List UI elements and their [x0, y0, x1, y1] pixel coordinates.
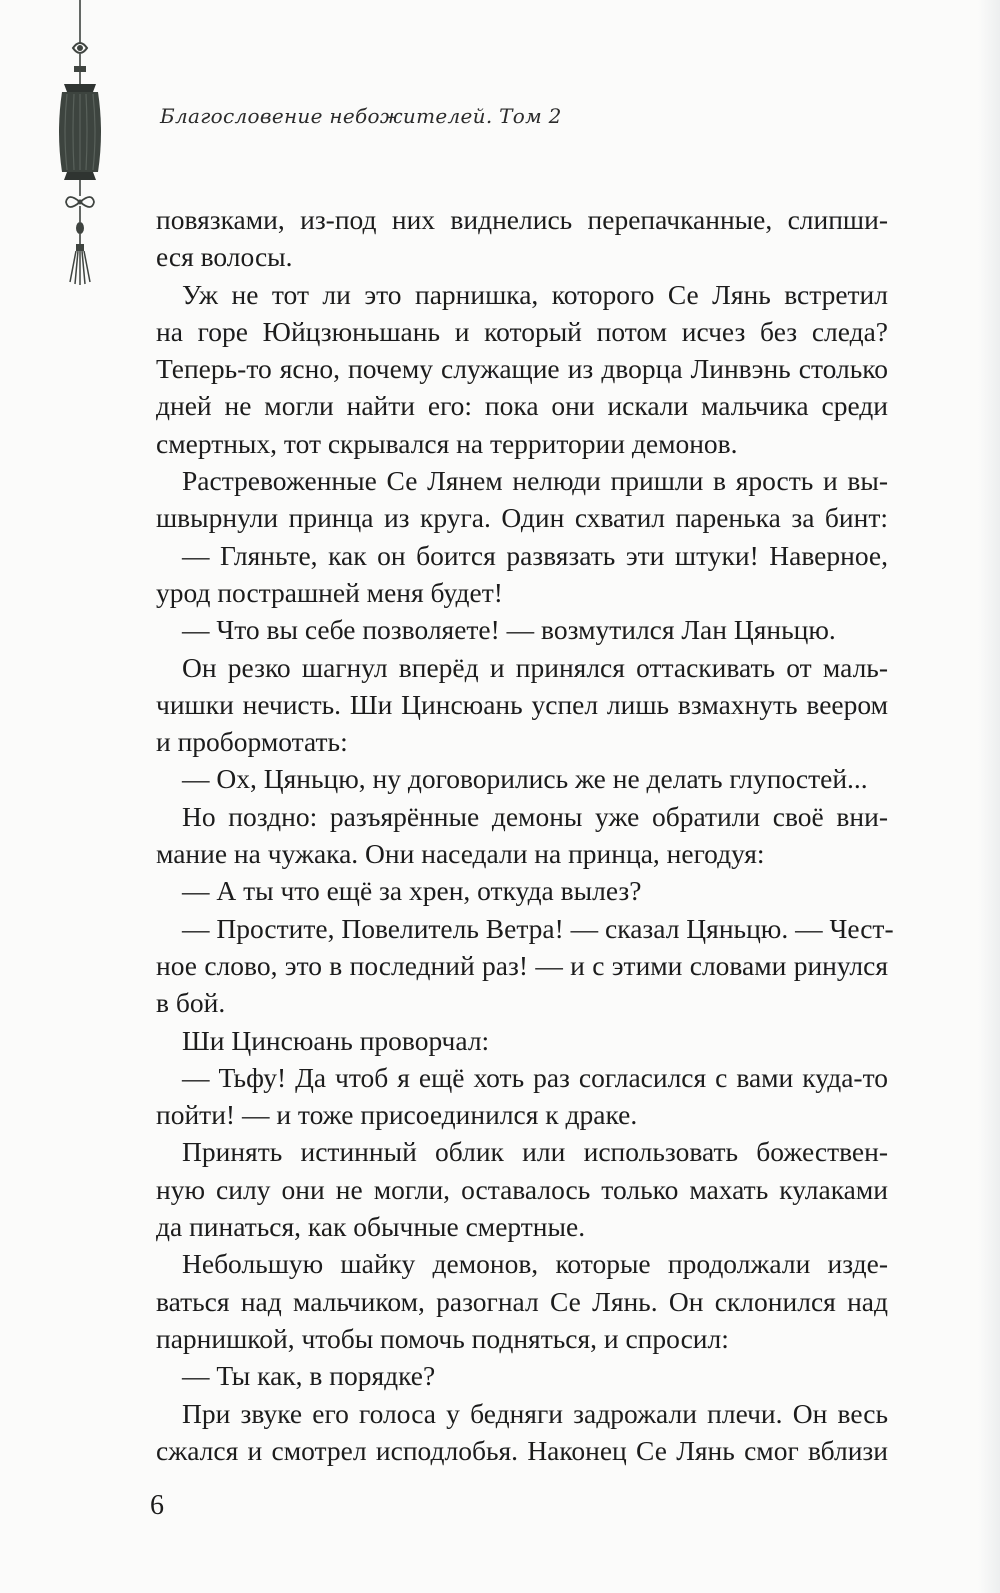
- text-line: смертных, тот скрывался на территории демонов.: [156, 427, 738, 459]
- running-header-title: Благословение небожителей. Том 2: [160, 104, 562, 128]
- text-line: в бой.: [156, 987, 226, 1019]
- text-line: Он резко шагнул вперёд и принялся оттаскивать от маль-: [182, 651, 888, 683]
- text-line: — Что вы себе позволяете! — возмутился Лан Цяньцю.: [182, 614, 836, 646]
- text-line: ваться над мальчиком, разогнал Се Лянь. Он склонился над: [156, 1285, 888, 1317]
- page-number: 6: [150, 1490, 164, 1521]
- text-line: ную силу они не могли, оставалось только махать кулаками: [156, 1173, 888, 1205]
- text-line: дней не могли найти его: пока они искали мальчика среди: [156, 390, 888, 422]
- text-line: При звуке его голоса у бедняги задрожали плечи. Он весь: [182, 1397, 888, 1429]
- text-line: мание на чужака. Они наседали на принца, негодуя:: [156, 838, 765, 870]
- text-line: на горе Юйцзюньшань и который потом исчез без следа?: [156, 315, 888, 347]
- text-line: Растревоженные Се Лянем нелюди пришли в ярость и вы-: [182, 465, 888, 497]
- text-line: Но поздно: разъярённые демоны уже обратили своё вни-: [182, 800, 888, 832]
- text-line: пойти! — и тоже присоединился к драке.: [156, 1099, 638, 1131]
- text-line: еся волосы.: [156, 241, 293, 273]
- text-line: и пробормотать:: [156, 726, 348, 758]
- text-line: Небольшую шайку демонов, которые продолжали изде-: [182, 1248, 888, 1280]
- hanging-lantern-icon: [50, 0, 110, 290]
- text-line: ное слово, это в последний раз! — и с этими словами ринулся: [156, 949, 888, 981]
- text-line: — Ты как, в порядке?: [182, 1360, 436, 1392]
- text-line: сжался и смотрел исподлобья. Наконец Се Лянь смог вблизи: [156, 1434, 888, 1466]
- text-line: — Ох, Цяньцю, ну договорились же не делать глупостей...: [182, 763, 868, 795]
- text-line: да пинаться, как обычные смертные.: [156, 1211, 586, 1243]
- text-line: — Тьфу! Да чтоб я ещё хоть раз согласился с вами куда-то: [182, 1061, 888, 1093]
- text-line: урод пострашней меня будет!: [156, 576, 503, 608]
- text-line: Теперь-то ясно, почему служащие из дворца Линвэнь столько: [156, 353, 888, 385]
- body-text: [156, 201, 894, 1469]
- text-line: — А ты что ещё за хрен, откуда вылез?: [182, 875, 642, 907]
- text-line: швырнули принца из круга. Один схватил паренька за бинт:: [156, 502, 888, 534]
- text-line: — Гляньте, как он боится развязать эти штуки! Наверное,: [182, 539, 888, 571]
- text-line: Принять истинный облик или использовать божествен-: [182, 1136, 888, 1168]
- text-line: чишки нечисть. Ши Цинсюань успел лишь взмахнуть веером: [156, 688, 888, 720]
- text-line: парнишкой, чтобы помочь подняться, и спросил:: [156, 1322, 729, 1354]
- text-line: Ши Цинсюань проворчал:: [182, 1024, 490, 1056]
- text-line: Уж не тот ли это парнишка, которого Се Лянь встретил: [182, 278, 888, 310]
- text-line: повязками, из-под них виднелись перепачканные, слипши-: [156, 204, 888, 235]
- text-line: — Простите, Повелитель Ветра! — сказал Цяньцю. — Чест-: [182, 912, 894, 944]
